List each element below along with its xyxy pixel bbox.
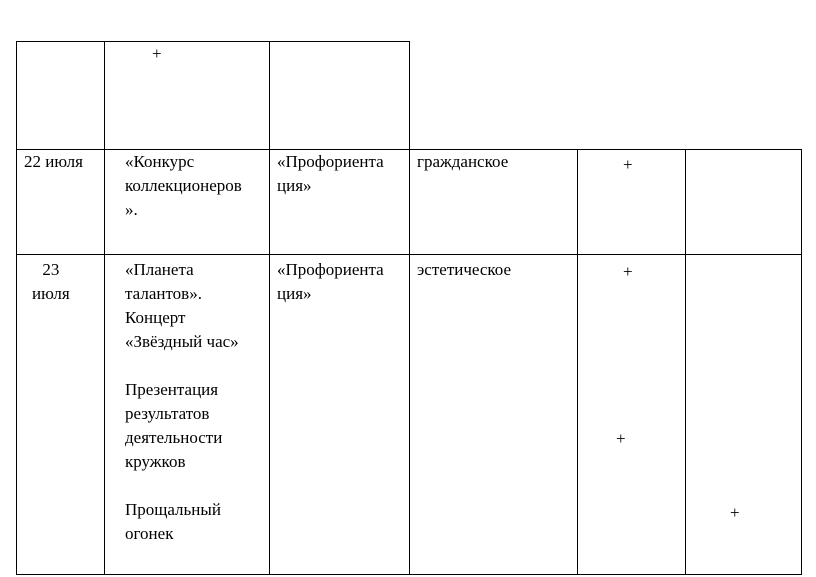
col-divider-1	[104, 41, 105, 575]
row-2-mark-1: +	[623, 262, 633, 281]
row-1-direction: «Профориента ция»	[277, 152, 384, 195]
row-0-mark: +	[152, 44, 162, 63]
row-2-event: «Планета талантов». Концерт «Звёздный час» Презентация результатов деятельности кружков Прощальный огонек	[125, 260, 239, 543]
col-divider-2	[269, 41, 270, 575]
row-2-mark-2: +	[616, 429, 626, 448]
col-border-left	[16, 41, 17, 575]
row-2-direction: «Профориента ция»	[277, 260, 384, 303]
row-2-mark-3: +	[730, 503, 740, 522]
col-border-right	[801, 149, 802, 575]
row-1-date: 22 июля	[24, 152, 83, 171]
row-1-event: «Конкурс коллекционеров ».	[125, 152, 242, 219]
row-2-type: эстетическое	[417, 260, 512, 279]
table-border-top	[16, 41, 409, 42]
row-2-date: 23 июля	[32, 260, 70, 303]
row-1-mark: +	[623, 155, 633, 174]
row-1-type: гражданское	[417, 152, 509, 171]
col-divider-5	[685, 149, 686, 575]
col-divider-4	[577, 149, 578, 575]
col-divider-3	[409, 41, 410, 575]
